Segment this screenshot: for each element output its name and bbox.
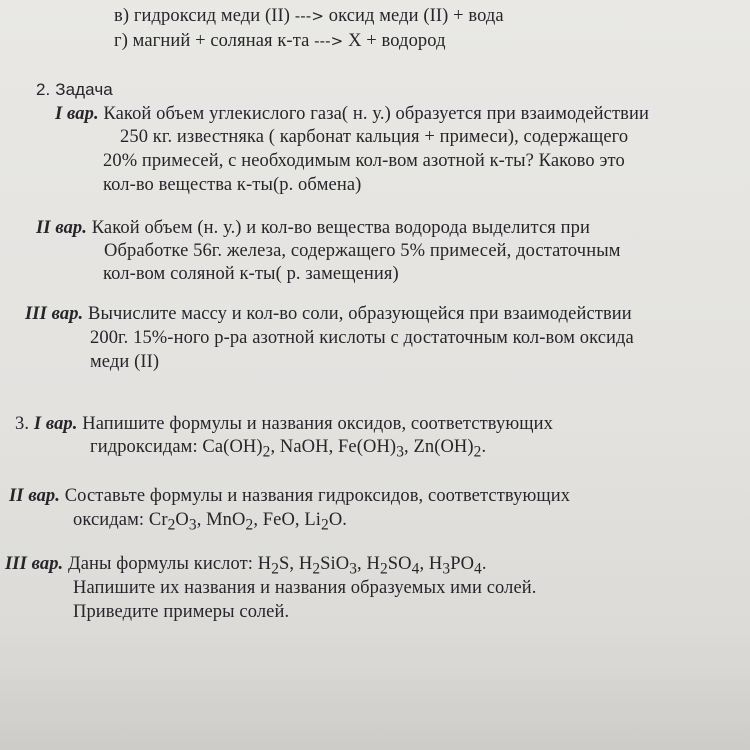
task-3-variant-3-line-2: Напишите их названия и названия образуемых ими солей. bbox=[73, 578, 537, 598]
variant-label: II вар. bbox=[9, 486, 60, 506]
task-2-variant-1-line-1: I вар. Какой объем углекислого газа( н. у.) образуется при взаимодействии bbox=[55, 104, 649, 124]
task-2-variant-2-line-2: Обработке 56г. железа, содержащего 5% примесей, достаточным bbox=[104, 241, 621, 261]
arrow-icon: ---> bbox=[294, 7, 324, 25]
arrow-icon: ---> bbox=[314, 32, 344, 50]
variant-label: II вар. bbox=[36, 218, 87, 238]
task-2-variant-2-line-3: кол-вом соляной к-ты( р. замещения) bbox=[103, 264, 399, 284]
paper-shadow bbox=[0, 630, 750, 750]
task-2-variant-1-line-2: 250 кг. известняка ( карбонат кальция + примеси), содержащего bbox=[120, 127, 629, 147]
task-3-variant-2-line-1: II вар. Составьте формулы и названия гидроксидов, соответствующих bbox=[9, 486, 571, 506]
task-3-variant-3-line-1: III вар. Даны формулы кислот: $H_2S$, $H_2SiO_3$, $H_2SO_4$, $H_3PO_4$. bbox=[5, 554, 487, 578]
task-3-variant-2-line-2: оксидам: $Cr_2O_3$, MnO$_2$, FeO, $Li_2O$. bbox=[73, 510, 348, 534]
task-3-variant-3-line-3: Приведите примеры солей. bbox=[73, 602, 290, 622]
task-2-variant-3-line-3: меди (II) bbox=[90, 352, 160, 372]
variant-label: III вар. bbox=[25, 304, 84, 324]
task-2-variant-1-line-3: 20% примесей, с необходимым кол-вом азотной к-ты? Каково это bbox=[103, 151, 625, 171]
task-3-number: 3. bbox=[15, 414, 34, 434]
task-3-variant-1-line-2: гидроксидам: $Ca(OH)_2$, NaOH, $Fe(OH)_3$, $Zn(OH)_2$. bbox=[90, 437, 487, 461]
task-2-variant-2-line-1: II вар. Какой объем (н. у.) и кол-во вещества водорода выделится при bbox=[36, 218, 590, 238]
task-2-variant-1-line-4: кол-во вещества к-ты(р. обмена) bbox=[103, 175, 362, 195]
task-2-variant-3-line-2: 200г. 15%-ного р-ра азотной кислоты с достаточным кол-вом оксида bbox=[90, 328, 634, 348]
task-3-variant-1-line-1: 3. I вар. Напишите формулы и названия оксидов, соответствующих bbox=[15, 414, 553, 434]
variant-label: III вар. bbox=[5, 554, 64, 574]
reaction-line-g: г) магний + соляная к-та ---> X + водород bbox=[114, 31, 446, 51]
variant-label: I вар. bbox=[33, 414, 78, 434]
variant-label: I вар. bbox=[55, 104, 99, 124]
reaction-line-v: в) гидроксид меди (II) ---> оксид меди (II) + вода bbox=[114, 6, 504, 26]
task-2-title: 2. Задача bbox=[36, 80, 113, 99]
task-2-variant-3-line-1: III вар. Вычислите массу и кол-во соли, образующейся при взаимодействии bbox=[25, 304, 632, 324]
